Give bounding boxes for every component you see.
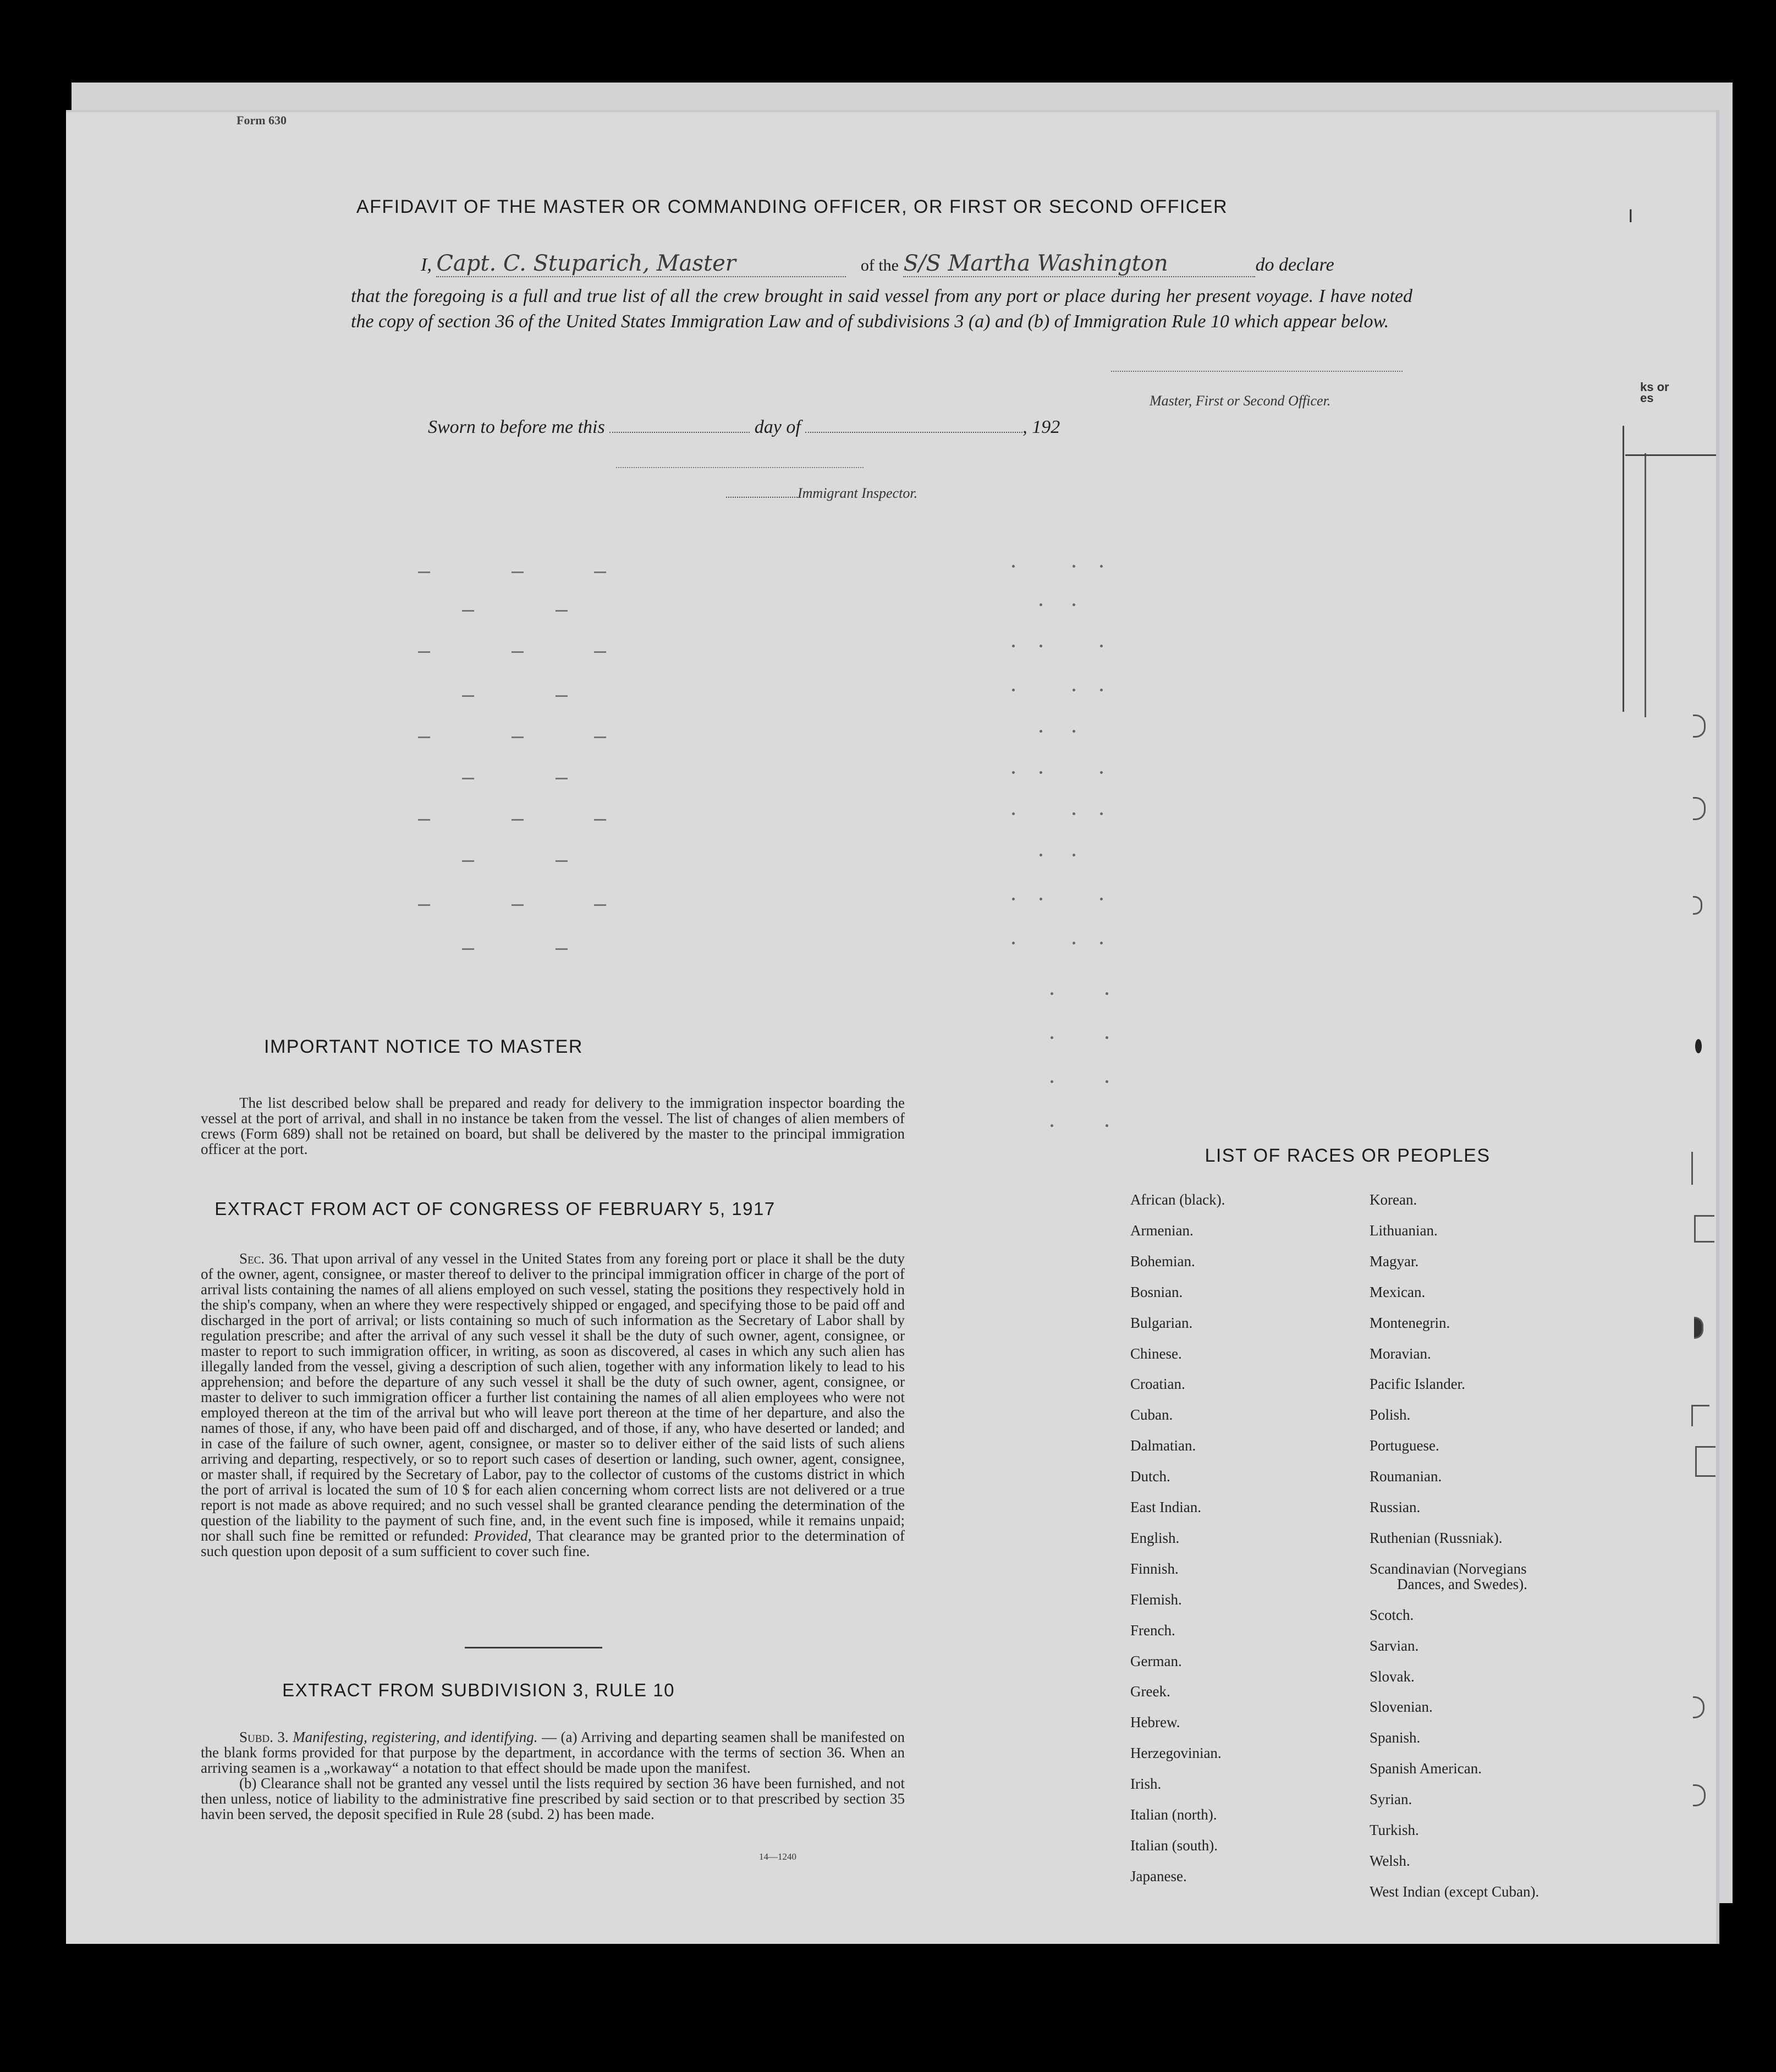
race-entry: Italian (south). (1130, 1837, 1218, 1854)
bleed-dot (1100, 942, 1103, 944)
race-entry: Polish. (1370, 1406, 1411, 1424)
bleed-dot (1040, 603, 1042, 606)
race-entry: Slovak. (1370, 1668, 1415, 1685)
bleed-dot (1012, 898, 1015, 900)
act-title: EXTRACT FROM ACT OF CONGRESS OF FEBRUARY 5, 1917 (215, 1199, 776, 1219)
right-edge-rule (1623, 426, 1624, 712)
bleed-dash (418, 904, 430, 906)
race-entry: Flemish. (1130, 1591, 1182, 1608)
bleed-dot (1040, 854, 1042, 856)
bleed-dash (462, 778, 474, 779)
race-entry: Moravian. (1370, 1345, 1431, 1362)
race-entry: Slovenian. (1370, 1699, 1433, 1716)
bleed-dot (1051, 1124, 1053, 1127)
race-entry: Hebrew. (1130, 1714, 1180, 1731)
signature-line (1111, 371, 1403, 372)
right-edge-fragment: ks or es (1640, 380, 1669, 405)
bleed-dash (418, 737, 430, 738)
right-edge-rule (1625, 454, 1716, 456)
race-entry: Portuguese. (1370, 1437, 1439, 1454)
race-entry: Bulgarian. (1130, 1314, 1193, 1331)
race-entry: Turkish. (1370, 1822, 1419, 1838)
race-entry: Dutch. (1130, 1468, 1170, 1485)
bleed-dot (1106, 1124, 1108, 1127)
notice-title: IMPORTANT NOTICE TO MASTER (264, 1036, 583, 1057)
bleed-dot (1100, 812, 1103, 815)
race-entry: Italian (north). (1130, 1806, 1217, 1823)
bleed-dot (1051, 992, 1053, 995)
bleed-dash (594, 819, 606, 821)
race-entry: Greek. (1130, 1683, 1170, 1700)
affidavit-title: AFFIDAVIT OF THE MASTER OR COMMANDING OFFICER, OR FIRST OR SECOND OFFICER (356, 196, 1228, 217)
race-entry: Bohemian. (1130, 1252, 1195, 1269)
bleed-dash (462, 860, 474, 862)
bleed-dash (594, 571, 606, 573)
bleed-dot (1012, 812, 1015, 815)
bleed-dot (1073, 812, 1075, 815)
race-entry: Syrian. (1370, 1791, 1412, 1808)
race-entry: Spanish. (1370, 1729, 1421, 1746)
bleed-dash (512, 571, 524, 573)
bleed-dash (556, 860, 568, 862)
rule-text (201, 1729, 905, 1822)
bleed-dash (462, 948, 474, 950)
bleed-dot (1040, 771, 1042, 774)
declaration-prefix: I, (421, 255, 432, 275)
right-edge-rule (1645, 453, 1646, 717)
race-entry: Dances, and Swedes). (1397, 1575, 1527, 1592)
bleed-dot (1040, 898, 1042, 900)
race-entry: Finnish. (1130, 1560, 1179, 1577)
declaration-line (421, 251, 1466, 278)
race-entry: Pacific Islander. (1370, 1376, 1465, 1393)
bleed-dot (1100, 771, 1103, 774)
bleed-dot (1012, 689, 1015, 691)
race-entry: Spanish American. (1370, 1760, 1482, 1777)
form-number: Form 630 (237, 113, 287, 127)
bleed-dash (556, 778, 568, 779)
bleed-dot (1051, 1080, 1053, 1083)
do-declare-label: do declare (1255, 255, 1334, 275)
binding-mark (1694, 1215, 1714, 1243)
act-proviso-label: Provided, (474, 1527, 532, 1544)
binding-mark (1691, 1152, 1709, 1185)
race-entry: Chinese. (1130, 1345, 1182, 1362)
bleed-dot (1073, 730, 1075, 733)
rule-subd-label: Subd. 3. (239, 1729, 289, 1745)
corner-mark: I (1628, 206, 1634, 227)
bleed-dash (512, 819, 524, 821)
bleed-dash (594, 904, 606, 906)
inspector-signature-line (616, 467, 864, 468)
act-body: That upon arrival of any vessel in the United States from any foreing port or place it shall be the duty of the owner, agent, consignee, or master thereof to deliver to the principal immigration officer in charge of the port of arrival lists containing the names of all aliens employed on such vessel, stating the positions they respectively hold in the ship's company, when an where they were respectively shipped or engaged, and specifying those to be paid off and discharged in the port of arrival; or lists containing so much of such information as the Secretary of Labor shall by regulation prescribe; and after the arrival of any such vessel it shall be the duty of such owner, agent, consignee, or master to report to such immigration officer, in writing, as soon as discovered, al cases in which any such alien has illegally landed from the vessel, giving a description of such alien, together with any information likely to lead to his apprehension; and before the departure of any such vessel it shall be the duty of such owner, agent, consignee, or master to deliver to such immigration officer a further list containing the names of all alien employees who were not employed thereon at the tim of the arrival but who will leave port thereon at the time of her departure, and also the names of those, if any, who have been paid off and discharged, and of those, if any, who have deserted or landed; and in case of the failure of such owner, agent, consignee, or master so to deliver either of the said lists of such aliens arriving and departing, respectively, or so to report such cases of desertion or landing, such owner, agent, consignee, or master shall, if required by the Secretary of Labor, pay to the collector of customs of the customs district in which the port of arrival is located the sum of 10 $ for each alien concerning whom correct lists are not delivered or a true report is not made as above required; and no such vessel shall be granted clearance pending the determination of the question of the liability to the payment of such fine, and, in the event such fine is imposed, while it remains unpaid; nor shall such fine be remitted or refunded: (201, 1250, 905, 1544)
bleed-dash (556, 695, 568, 697)
bleed-dot (1040, 645, 1042, 647)
race-entry: Armenian. (1130, 1222, 1194, 1239)
race-entry: Irish. (1130, 1776, 1162, 1793)
rule-title: EXTRACT FROM SUBDIVISION 3, RULE 10 (282, 1680, 675, 1700)
race-entry: Herzegovinian. (1130, 1745, 1222, 1762)
sworn-year: , 192 (1022, 417, 1060, 437)
binding-mark (1694, 1317, 1703, 1339)
binding-mark (1693, 715, 1706, 738)
bleed-dash (418, 571, 430, 573)
bleed-dot (1073, 689, 1075, 691)
bleed-dot (1073, 942, 1075, 944)
bleed-dash (556, 610, 568, 612)
race-entry: Sarvian. (1370, 1637, 1419, 1654)
bleed-dash (462, 695, 474, 697)
bleed-dot (1106, 1036, 1108, 1039)
document-page (66, 110, 1716, 1944)
sworn-month-blank (805, 415, 1022, 433)
bleed-dot (1051, 1036, 1053, 1039)
race-entry: Welsh. (1370, 1852, 1410, 1869)
bleed-dash (512, 651, 524, 653)
race-entry: East Indian. (1130, 1499, 1201, 1515)
binding-mark (1693, 1696, 1704, 1718)
binding-mark (1693, 797, 1706, 820)
race-entry: Bosnian. (1130, 1283, 1183, 1300)
race-entry: Scotch. (1370, 1606, 1414, 1623)
bleed-dot (1073, 854, 1075, 856)
race-entry: Scandinavian (Norvegians (1370, 1560, 1527, 1577)
vessel-name-handwritten: S/S Martha Washington (903, 251, 1255, 277)
declaration-text: that the foregoing is a full and true list of all the crew brought in said vessel from any port or place during her present voyage. I have noted the copy of section 36 of the United States Immigration Law and of subdivisions 3 (a) and (b) of Immigration Rule 10 which appear below. (351, 286, 1412, 332)
inspector-caption: Immigrant Inspector. (798, 485, 918, 501)
bleed-dot (1073, 565, 1075, 568)
bleed-dash (594, 651, 606, 653)
race-entry: Montenegrin. (1370, 1314, 1450, 1331)
print-code: 14—1240 (759, 1851, 796, 1862)
bleed-dot (1100, 898, 1103, 900)
binding-mark (1691, 1405, 1709, 1426)
race-entry: Lithuanian. (1370, 1222, 1438, 1239)
act-section-label: Sec. 36. (239, 1250, 288, 1267)
bleed-dot (1100, 565, 1103, 568)
signature-caption: Master, First or Second Officer. (1150, 393, 1331, 409)
race-entry: Croatian. (1130, 1376, 1185, 1393)
race-entry: Mexican. (1370, 1283, 1426, 1300)
act-proviso-text: That clearance may be granted prior to the determination of such question upon deposit of a sum sufficient to cover such fine. (201, 1527, 905, 1559)
bleed-dash (418, 819, 430, 821)
act-end-rule (465, 1647, 602, 1648)
race-entry: English. (1130, 1529, 1180, 1546)
race-entry: African (black). (1130, 1191, 1225, 1208)
race-entry: Korean. (1370, 1191, 1417, 1208)
race-entry: Cuban. (1130, 1406, 1173, 1424)
bleed-dash (512, 737, 524, 738)
sworn-line (428, 415, 1060, 440)
binding-mark (1693, 896, 1702, 915)
inspector-blank (726, 486, 798, 498)
bleed-dot (1100, 689, 1103, 691)
bleed-dash (462, 610, 474, 612)
bleed-dash (418, 651, 430, 653)
binding-mark (1695, 1446, 1715, 1477)
bleed-dot (1012, 565, 1015, 568)
sworn-prefix: Sworn to before me this (428, 417, 605, 437)
race-entry: French. (1130, 1622, 1175, 1639)
race-entry: Roumanian. (1370, 1468, 1442, 1485)
races-title: LIST OF RACES OR PEOPLES (1205, 1145, 1491, 1166)
bleed-dot (1012, 645, 1015, 647)
race-entry: West Indian (except Cuban). (1370, 1883, 1539, 1900)
sworn-day-blank (609, 415, 750, 433)
binding-mark (1693, 1784, 1706, 1806)
bleed-dot (1106, 992, 1108, 995)
rule-subd-heading: Manifesting, registering, and identifying. (293, 1729, 538, 1745)
race-entry: Russian. (1370, 1499, 1421, 1515)
bleed-dot (1106, 1080, 1108, 1083)
binding-mark (1695, 1039, 1702, 1053)
declarant-name-handwritten: Capt. C. Stuparich, Master (436, 251, 846, 277)
bleed-dash (556, 948, 568, 950)
sworn-day-of: day of (754, 417, 801, 437)
race-entry: German. (1130, 1652, 1182, 1669)
bleed-dash (594, 737, 606, 738)
notice-text: The list described below shall be prepared and ready for delivery to the immigration inspector boarding the vessel at the port of arrival, and shall in no instance be taken from the vessel. The list of changes of alien members of crews (Form 689) shall not be retained on board, but shall be delivered by the master to the principal immigration officer at the port. (201, 1095, 905, 1157)
race-entry: Dalmatian. (1130, 1437, 1196, 1454)
bleed-dot (1012, 942, 1015, 944)
rule-para-b: (b) Clearance shall not be granted any vessel until the lists required by section 36 have been furnished, and not then unless, notice of liability to the administrative fine prescribed by said section or to that prescribed by section 35 havin been served, the deposit specified in Rule 28 (subd. 2) has been made. (201, 1775, 905, 1822)
race-entry: Japanese. (1130, 1867, 1187, 1884)
bleed-dot (1040, 730, 1042, 733)
of-the-label: of the (860, 256, 899, 274)
act-text (201, 1251, 905, 1559)
bleed-dot (1073, 603, 1075, 606)
race-entry: Ruthenian (Russniak). (1370, 1529, 1503, 1546)
bleed-dot (1012, 771, 1015, 774)
bleed-dot (1100, 645, 1103, 647)
race-entry: Magyar. (1370, 1252, 1419, 1269)
bleed-dash (512, 904, 524, 906)
rule-para-a: — (a) Arriving and departing seamen shall be manifested on the blank forms provided for that purpose by the department, in accordance with the terms of section 36. When an arriving seamen is a „workaway“ a notation to that effect should be made upon the manifest. (201, 1729, 905, 1776)
